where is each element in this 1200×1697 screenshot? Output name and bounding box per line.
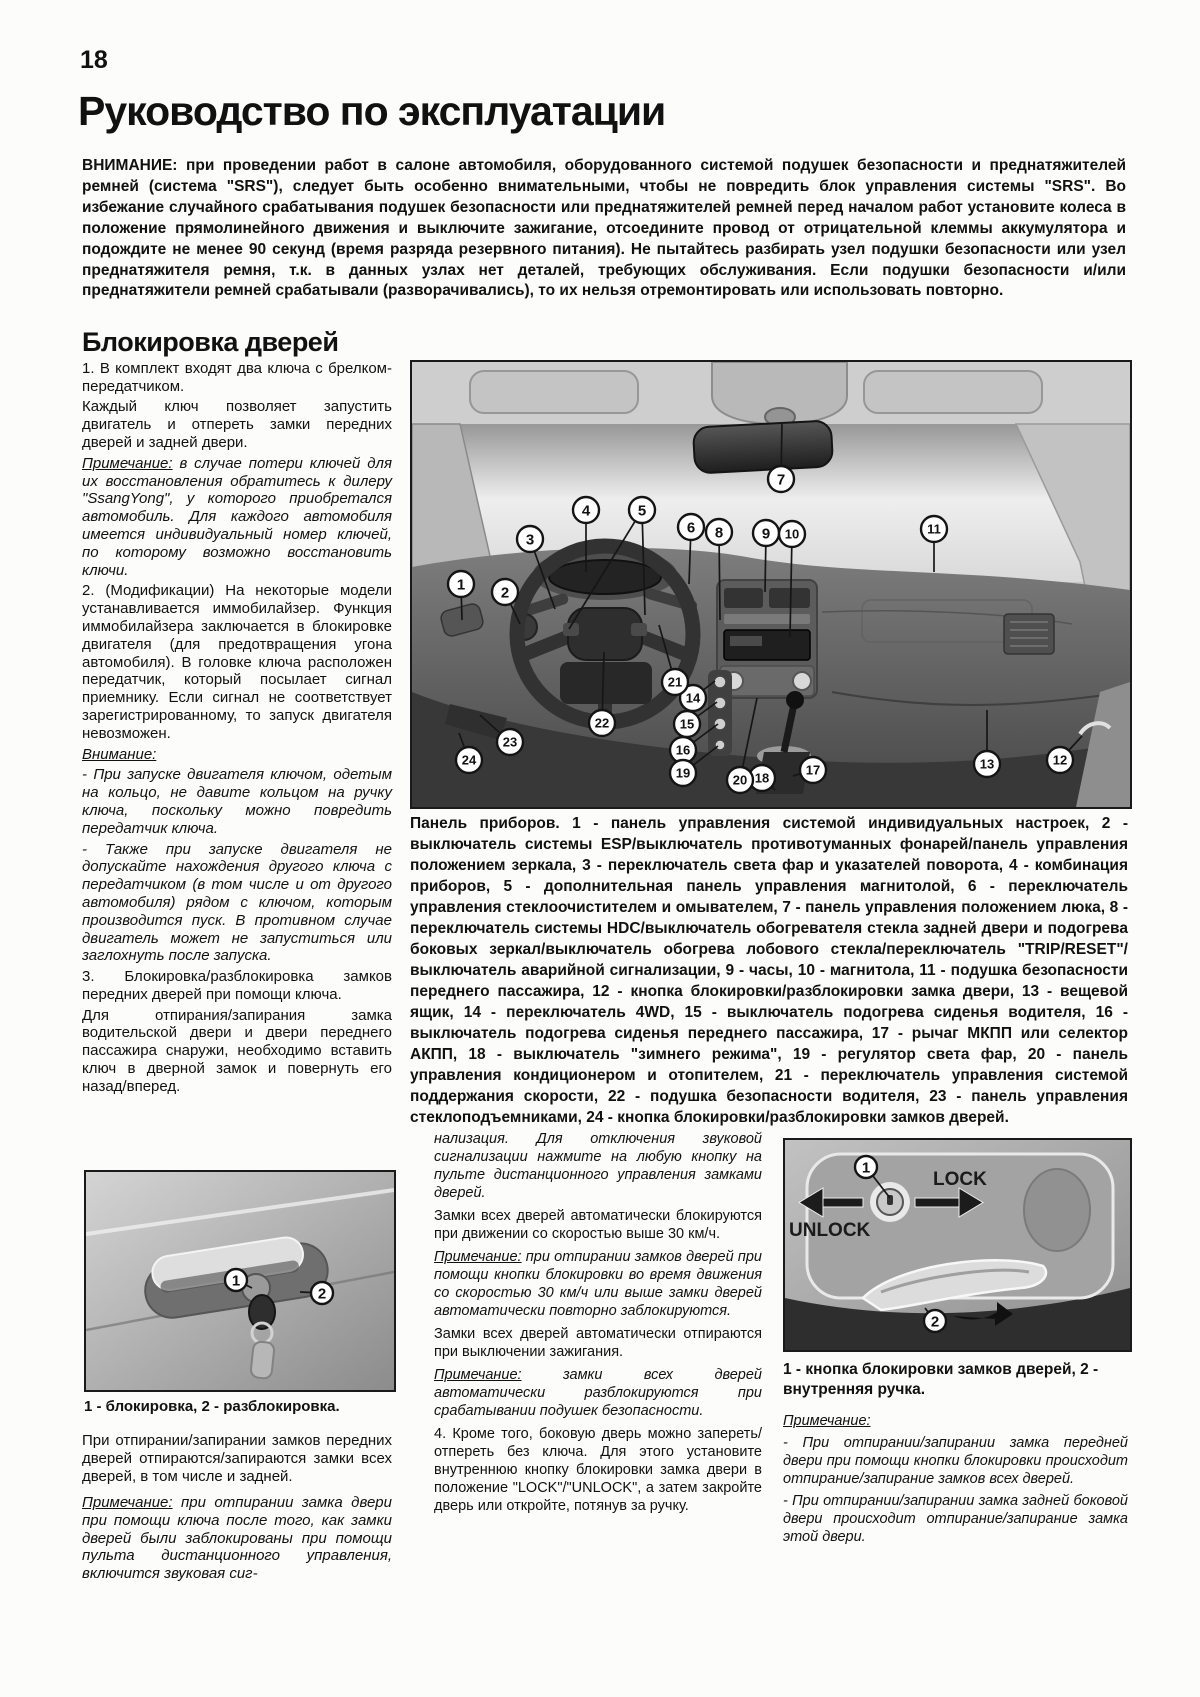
svg-text:8: 8 (714, 524, 724, 542)
callout-20 (727, 767, 753, 793)
svg-text:21: 21 (667, 674, 683, 690)
page-number: 18 (80, 46, 108, 74)
callout-6 (678, 514, 704, 540)
note-text: при отпирании замка двери при помощи ключа после того, как замки дверей были заблокированы при помощи пульта дистанционного управления, включится звуковая сиг- (82, 1494, 392, 1583)
note-label: Примечание: (434, 1249, 522, 1265)
svg-text:22: 22 (594, 715, 610, 731)
note (434, 1248, 762, 1320)
note (82, 455, 392, 580)
4wd-switch (714, 676, 726, 688)
callout-3 (517, 526, 543, 552)
svg-text:19: 19 (675, 765, 691, 781)
sun-visor-left (470, 371, 638, 413)
interior-handle-photo (785, 1140, 1130, 1350)
svg-text:1: 1 (456, 576, 466, 594)
seat-heater-passenger-switch (714, 718, 726, 730)
door-pull-recess (1024, 1169, 1090, 1251)
note (82, 1494, 392, 1583)
callout-13 (974, 751, 1000, 777)
callout-2 (311, 1282, 333, 1304)
note-label-line (783, 1412, 1128, 1430)
note-continuation: нализация. Для отключения звуковой сигнализации нажмите на любую кнопку на пульте дистанционного управления замками дверей. (434, 1131, 762, 1201)
callout-2 (924, 1310, 946, 1332)
clock-strip (724, 614, 810, 624)
svg-text:13: 13 (979, 756, 995, 772)
callout-11 (921, 516, 947, 542)
callout-5 (629, 497, 655, 523)
note-label: Примечание: (82, 1494, 173, 1511)
left-column-continued (82, 1432, 392, 1488)
paragraph: 2. (Модификации) На некоторые модели устанавливается иммобилайзер. Функция иммобилайзера заключается в блокировке двигателя (для предотвращения угона автомобиля). В головке ключа расположен передатчик, который посылает сигнал приемнику. Если сигнал не соответствует зарегистрированному, то запуск двигателя невозможен. (82, 582, 392, 742)
svg-text:17: 17 (805, 762, 821, 778)
key-lock-figure (84, 1170, 396, 1392)
attention-item: - Также при запуске двигателя не допускайте нахождения другого ключа с передатчиком (в том числе и от другого автомобиля) рядом с ключом, которым производится пуск. В противном случае двигатель может не запуститься или заглохнуть после запуска. (82, 840, 392, 965)
center-vent-right (769, 588, 810, 608)
svg-text:14: 14 (685, 690, 701, 706)
middle-column (434, 1130, 762, 1520)
key-figure-caption: 1 - блокировка, 2 - разблокировка. (84, 1398, 340, 1415)
left-column-note (82, 1494, 392, 1586)
callout-24 (456, 747, 482, 773)
svg-text:18: 18 (754, 770, 770, 786)
attention-label: Внимание: (82, 745, 157, 763)
note-label: Примечание: (434, 1367, 522, 1383)
interior-handle-figure (783, 1138, 1132, 1352)
unlock-label: UNLOCK (789, 1220, 871, 1241)
hvac-knob-right (793, 672, 811, 690)
callout-17 (800, 757, 826, 783)
sun-visor-right (864, 371, 1042, 413)
note (434, 1366, 762, 1420)
svg-text:15: 15 (679, 716, 695, 732)
paragraph: При отпирании/запирании замков передних дверей отпираются/запираются замки всех дверей, в том числе и задней. (82, 1432, 392, 1485)
svg-text:1: 1 (231, 1272, 241, 1290)
page-title: Руководство по эксплуатации (78, 88, 666, 134)
callout-12 (1047, 747, 1073, 773)
handle-figure-caption: 1 - кнопка блокировки замков дверей, 2 - внутренняя ручка. (783, 1361, 1099, 1398)
note-label: Примечание: (783, 1413, 871, 1429)
attention-item: - При запуске двигателя ключом, одетым на кольцо, не давите кольцом на ручку ключа, поскольку можно повредить передатчик ключа. (82, 766, 392, 837)
attention-label-line (82, 746, 392, 764)
right-column-note (783, 1412, 1128, 1550)
side-vent-right (1004, 614, 1054, 654)
paragraph: 4. Кроме того, боковую дверь можно запереть/отпереть без ключа. Для этого установите внутреннюю кнопку блокировки замка двери в положение "LOCK"/"UNLOCK", а затем закройте дверь или откройте, потянув за ручку. (434, 1426, 762, 1514)
svg-text:3: 3 (525, 531, 535, 549)
note-text: замки всех дверей автоматически разблокируются при срабатывании подушек безопасности. (434, 1367, 762, 1419)
svg-text:6: 6 (686, 519, 696, 537)
key-fob (250, 1341, 275, 1379)
note-item: - При отпирании/запирании замка задней боковой двери происходит отпирание/запирание замка этой двери. (783, 1493, 1128, 1545)
left-column (82, 327, 392, 1099)
key-lock-photo (86, 1172, 394, 1390)
svg-text:4: 4 (581, 502, 591, 520)
svg-text:10: 10 (784, 526, 800, 542)
lock-label: LOCK (933, 1169, 987, 1190)
callout-10 (779, 521, 805, 547)
svg-text:16: 16 (675, 742, 691, 758)
callout-15 (674, 711, 700, 737)
svg-text:9: 9 (761, 525, 771, 543)
svg-text:20: 20 (732, 772, 748, 788)
steering-column (560, 662, 652, 704)
note-text: при отпирании замков дверей при помощи кнопки блокировки во время движения со скоростью 30 км/ч или выше замки дверей автоматически повторно заблокируются. (434, 1249, 762, 1319)
section-heading-door-locking: Блокировка дверей (82, 327, 339, 357)
note-item: - При отпирании/запирании замка передней двери при помощи кнопки блокировки происходит отпирание/запирание замков всех дверей. (783, 1435, 1128, 1487)
callout-22 (589, 710, 615, 736)
svg-text:12: 12 (1052, 752, 1068, 768)
callout-19 (670, 760, 696, 786)
callout-1 (448, 571, 474, 597)
callout-1 (855, 1156, 877, 1178)
note-label: Примечание: (82, 454, 173, 472)
paragraph: 1. В комплект входят два ключа с брелком-передатчиком. (82, 359, 392, 395)
callout-4 (573, 497, 599, 523)
paragraph: Для отпирания/запирания замка водительской двери и двери переднего пассажира снаружи, необходимо вставить ключ в дверной замок и повернуть его назад/вперед. (82, 1006, 392, 1095)
shift-knob (786, 691, 804, 709)
note-text: в случае потери ключей для их восстановления обратитесь к дилеру "SsangYong", у которого приобретался автомобиль. Для каждого автомобиля имеется индивидуальный номер ключей, по которому возможно восстановить ключи. (82, 454, 392, 579)
paragraph: Каждый ключ позволяет запустить двигатель и отпереть замки передних дверей и задней двери. (82, 398, 392, 451)
audio-display (730, 636, 762, 646)
svg-text:1: 1 (861, 1159, 871, 1177)
callout-7 (768, 466, 794, 492)
svg-text:2: 2 (500, 584, 510, 602)
svg-text:24: 24 (461, 752, 477, 768)
dashboard-photo (412, 362, 1130, 807)
svg-text:2: 2 (930, 1313, 940, 1331)
callout-1 (225, 1269, 247, 1291)
headlamp-leveling-dial (715, 740, 725, 750)
svg-text:11: 11 (927, 521, 941, 537)
callout-8 (706, 519, 732, 545)
center-vent-left (724, 588, 763, 608)
callout-9 (753, 520, 779, 546)
svg-text:2: 2 (317, 1285, 327, 1303)
callout-23 (497, 729, 523, 755)
rear-view-mirror (693, 420, 833, 473)
callout-2 (492, 579, 518, 605)
svg-text:23: 23 (502, 734, 518, 750)
callout-21 (662, 669, 688, 695)
paragraph: 3. Блокировка/разблокировка замков передних дверей при помощи ключа. (82, 968, 392, 1003)
svg-text:7: 7 (776, 471, 786, 489)
dashboard-figure (410, 360, 1132, 809)
steering-wheel-hub-airbag (568, 608, 642, 660)
dashboard-caption: Панель приборов. 1 - панель управления системой индивидуальных настроек, 2 - выключатель системы ESP/выключатель противотуманных фонарей/панель управления положением зеркала, 3 - переключатель света фар и указателей поворота, 4 - комбинация приборов, 5 - дополнительная панель управления магнитолой, 6 - переключатель управления стеклоочистителем и омывателем, 7 - панель управления положением люка, 8 - переключатель системы HDC/выключатель обогревателя стекла задней двери и подогрева боковых зеркал/выключатель обогрева лобового стекла/переключатель "TRIP/RESET"/выключатель аварийной сигнализации, 9 - часы, 10 - магнитола, 11 - подушка безопасности переднего пассажира, 12 - кнопка блокировки/разблокировки замка двери, 13 - вещевой ящик, 14 - переключатель 4WD, 15 - выключатель подогрева сиденья водителя, 16 - выключатель подогрева сиденья переднего пассажира, 17 - рычаг МКПП или селектор АКПП, 18 - выключатель "зимнего режима", 19 - регулятор света фар, 20 - панель управления кондиционером и отопителем, 21 - переключатель управления системой поддержания скорости, 22 - подушка безопасности водителя, 23 - панель управления стеклоподъемниками, 24 - кнопка блокировки/разблокировки замков дверей. (410, 815, 1128, 1126)
paragraph: Замки всех дверей автоматически блокируются при движении со скоростью выше 30 км/ч. (434, 1208, 762, 1242)
wheel-audio-buttons-right (631, 623, 647, 636)
svg-text:5: 5 (637, 502, 647, 520)
paragraph: Замки всех дверей автоматически отпираются при выключении зажигания. (434, 1326, 762, 1360)
srs-warning-text: ВНИМАНИЕ: при проведении работ в салоне автомобиля, оборудованного системой подушек безопасности и преднатяжителей ремней (система "SRS"), следует быть особенно внимательными, чтобы не повредить блок управления системы "SRS". Во избежание случайного срабатывания подушек безопасности или преднатяжителей ремней перед началом работ установите колеса в положение прямолинейного движения и выключите зажигание, отсоедините провод от отрицательной клеммы аккумулятора и подождите не менее 90 секунд (время разряда резервного питания). Не пытайтесь разбирать узел подушки безопасности или узел преднатяжителя ремня, т.к. в данных узлах нет деталей, требующих обслуживания. Если подушки безопасности и/или преднатяжители ремней срабатывали (разворачивались), то их нельзя отремонтировать или использовать повторно. (82, 157, 1126, 300)
